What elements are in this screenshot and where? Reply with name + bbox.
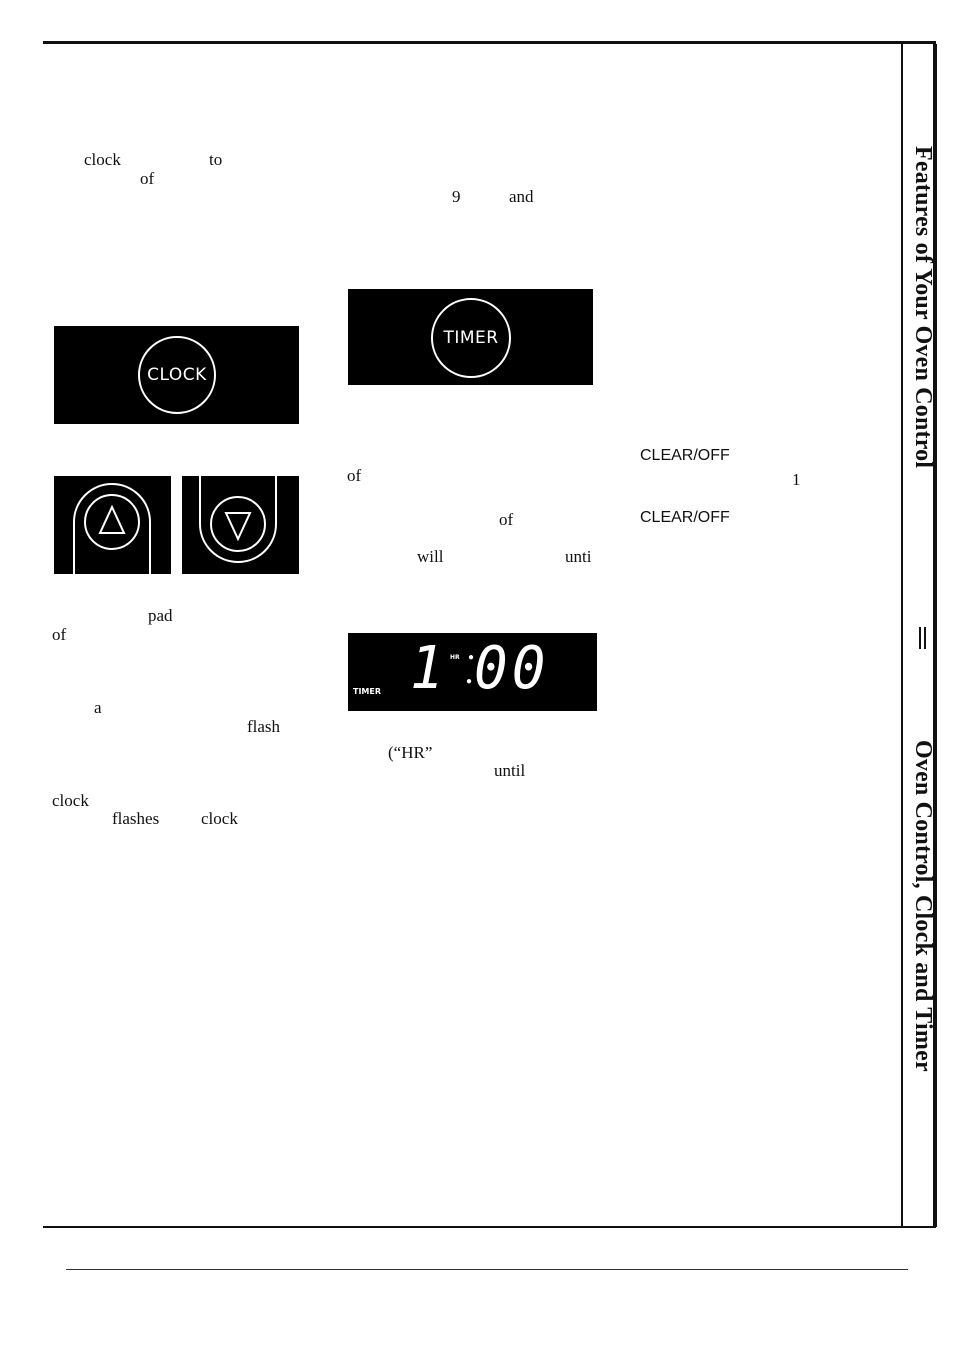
down-triangle-icon — [226, 513, 250, 539]
clear-off-label: CLEAR/OFF — [640, 509, 730, 526]
timer-button[interactable] — [431, 298, 511, 378]
display-hr-label: HR — [450, 654, 460, 661]
display-colon-bottom: ● — [466, 676, 473, 687]
text-fragment: clock — [201, 809, 238, 828]
clock-pad-panel — [54, 326, 299, 424]
timer-button-label: TIMER — [443, 328, 499, 348]
up-triangle-icon — [100, 507, 124, 533]
text-fragment: of — [52, 625, 67, 644]
up-arrow-pad[interactable] — [54, 476, 171, 574]
top-rule — [43, 41, 936, 44]
text-fragment: 1 — [792, 470, 801, 489]
side-tab-marker — [919, 627, 926, 649]
footer-rule — [66, 1269, 908, 1270]
timer-display — [348, 633, 597, 711]
clear-off-label: CLEAR/OFF — [640, 447, 730, 464]
text-fragment: of — [347, 466, 362, 485]
text-fragment: flashes — [112, 809, 160, 828]
display-timer-label: TIMER — [353, 687, 382, 696]
text-fragment: of — [499, 510, 514, 529]
timer-pad-panel — [348, 289, 593, 385]
text-fragment: will — [417, 547, 444, 566]
text-fragment: clock — [84, 150, 121, 169]
text-fragment: clock — [52, 791, 89, 810]
section-title-oven-control: Oven Control, Clock and Timer — [910, 740, 936, 1072]
side-bar-inner — [901, 44, 903, 1227]
down-arrow-pad[interactable] — [182, 476, 299, 574]
down-arrow-pad-graphic — [182, 476, 299, 574]
bottom-rule — [43, 1226, 936, 1228]
text-fragment: unti — [565, 547, 592, 566]
text-fragment: a — [94, 698, 102, 717]
clock-button[interactable] — [138, 336, 216, 414]
text-fragment: of — [140, 169, 155, 188]
text-fragment: until — [494, 761, 526, 780]
text-fragment: flash — [247, 717, 281, 736]
clock-button-label: CLOCK — [147, 365, 207, 385]
display-hours: 1 — [410, 634, 448, 703]
up-arrow-pad-graphic — [54, 476, 171, 574]
text-fragment: and — [509, 187, 534, 206]
display-colon-top: ● — [468, 652, 475, 663]
text-fragment: to — [209, 150, 223, 169]
text-fragment: 9 — [452, 187, 461, 206]
text-fragment: pad — [148, 606, 173, 625]
display-minutes: 00 — [474, 634, 550, 703]
section-title-features: Features of Your Oven Control — [910, 146, 936, 469]
text-fragment: (“HR” — [388, 743, 433, 762]
